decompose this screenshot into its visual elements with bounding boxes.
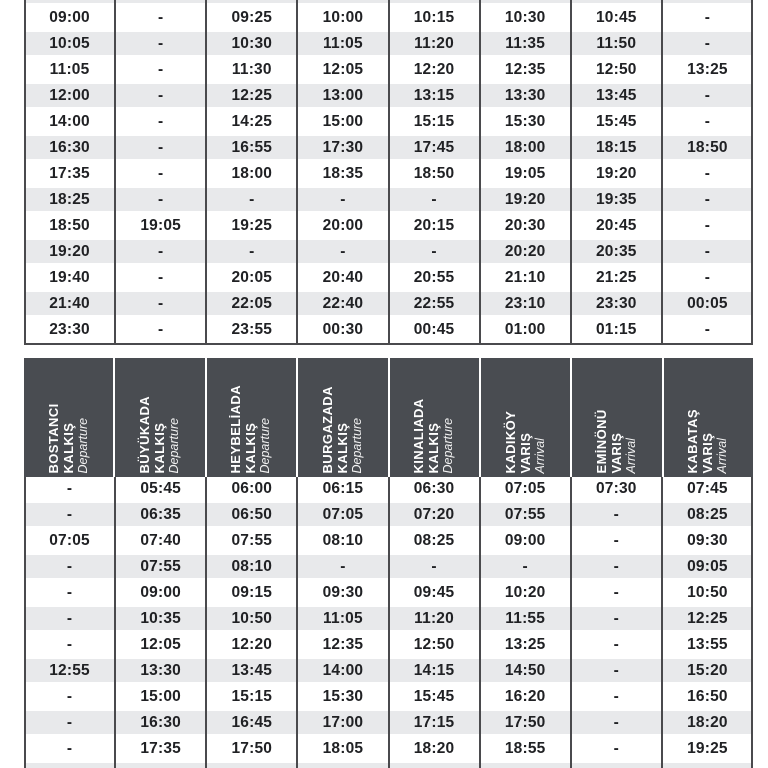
time-cell: 09:00 — [140, 584, 182, 601]
time-cell: 20:55 — [413, 269, 455, 286]
time-cell: 12:35 — [322, 636, 364, 653]
no-service-cell: - — [249, 243, 255, 260]
time-cell: 23:55 — [231, 321, 273, 338]
no-service-cell: - — [158, 165, 164, 182]
time-cell: 05:45 — [140, 480, 182, 497]
time-cell: 19:20 — [49, 243, 90, 260]
time-cell: 23:30 — [595, 295, 637, 312]
no-service-cell: - — [613, 532, 619, 549]
station-name: EMİNÖNÜ — [593, 408, 609, 473]
no-service-cell: - — [704, 165, 711, 182]
column-header — [664, 358, 753, 477]
time-cell: 07:55 — [231, 532, 273, 549]
time-cell: 12:00 — [49, 87, 90, 104]
time-cell: 12:35 — [504, 61, 546, 78]
time-cell: 20:15 — [413, 217, 455, 234]
direction-label-english: Departure — [349, 417, 364, 473]
time-cell: 12:05 — [140, 636, 182, 653]
no-service-cell: - — [340, 191, 346, 208]
column-header — [24, 358, 115, 477]
column-border — [479, 477, 481, 768]
time-cell: 16:30 — [140, 714, 182, 731]
time-cell: 07:45 — [687, 480, 728, 497]
upper-timetable — [24, 0, 753, 345]
time-cell: 14:50 — [504, 662, 546, 679]
column-border — [388, 0, 390, 345]
time-cell: 13:45 — [595, 87, 637, 104]
time-cell: 07:40 — [140, 532, 182, 549]
time-cell: 19:05 — [140, 217, 182, 234]
column-header — [390, 358, 481, 477]
time-cell: 18:00 — [231, 165, 273, 182]
no-service-cell: - — [158, 321, 164, 338]
time-cell: 11:20 — [414, 35, 454, 52]
time-cell: 12:25 — [687, 610, 728, 627]
time-cell: 12:50 — [595, 61, 637, 78]
direction-label-english: Departure — [441, 417, 456, 473]
time-cell: 16:50 — [687, 688, 728, 705]
time-cell: 20:35 — [595, 243, 637, 260]
column-header — [115, 358, 206, 477]
station-name: KADIKÖY — [502, 410, 518, 473]
time-cell: 09:30 — [687, 532, 728, 549]
time-cell: 15:15 — [231, 688, 273, 705]
column-border — [296, 477, 298, 768]
time-cell: 19:05 — [504, 165, 546, 182]
time-cell: 17:35 — [49, 165, 90, 182]
time-cell: 08:25 — [413, 532, 455, 549]
column-header — [572, 358, 663, 477]
no-service-cell: - — [613, 688, 619, 705]
time-cell: 10:05 — [49, 35, 90, 52]
time-cell: 07:05 — [504, 480, 546, 497]
time-cell: 22:05 — [231, 295, 273, 312]
no-service-cell: - — [66, 506, 73, 523]
time-cell: 00:05 — [687, 295, 728, 312]
direction-label-english: Departure — [75, 417, 90, 473]
time-cell: 13:30 — [140, 662, 182, 679]
time-cell: 12:20 — [231, 636, 273, 653]
no-service-cell: - — [613, 662, 619, 679]
time-cell: 09:05 — [687, 558, 728, 575]
time-cell: 15:45 — [413, 688, 455, 705]
time-cell: 00:30 — [322, 321, 364, 338]
direction-label-english: Arrival — [715, 437, 730, 473]
no-service-cell: - — [340, 558, 346, 575]
column-border — [24, 477, 26, 768]
no-service-cell: - — [158, 243, 164, 260]
time-cell: 08:25 — [687, 506, 728, 523]
time-cell: 11:30 — [231, 61, 272, 78]
time-cell: 10:50 — [231, 610, 273, 627]
time-cell: 21:25 — [595, 269, 637, 286]
time-cell: 21:10 — [504, 269, 546, 286]
time-cell: 09:25 — [231, 9, 273, 26]
time-cell: 20:05 — [231, 269, 273, 286]
time-cell: 17:30 — [322, 139, 364, 156]
column-border — [205, 0, 207, 345]
no-service-cell: - — [704, 269, 711, 286]
direction-label: VARIŞ — [699, 432, 715, 473]
no-service-cell: - — [158, 269, 164, 286]
time-cell: 10:35 — [140, 610, 182, 627]
time-cell: 18:20 — [687, 714, 728, 731]
time-cell: 09:00 — [49, 9, 90, 26]
time-cell: 22:55 — [413, 295, 455, 312]
time-cell: 10:50 — [687, 584, 728, 601]
time-cell: 23:10 — [504, 295, 546, 312]
no-service-cell: - — [158, 139, 164, 156]
time-cell: 20:20 — [504, 243, 546, 260]
time-cell: 12:05 — [322, 61, 364, 78]
time-cell: 11:35 — [505, 35, 546, 52]
time-cell: 19:25 — [687, 740, 728, 757]
time-cell: 19:40 — [49, 269, 90, 286]
time-cell: 09:30 — [322, 584, 364, 601]
no-service-cell: - — [158, 113, 164, 130]
time-cell: 01:00 — [504, 321, 546, 338]
column-border — [296, 0, 298, 345]
time-cell: 13:25 — [504, 636, 546, 653]
time-cell: 06:50 — [231, 506, 273, 523]
direction-label: KALKIŞ — [242, 422, 258, 473]
no-service-cell: - — [704, 217, 711, 234]
no-service-cell: - — [66, 610, 73, 627]
time-cell: 13:15 — [413, 87, 455, 104]
time-cell: 14:25 — [231, 113, 273, 130]
time-cell: 06:00 — [231, 480, 273, 497]
no-service-cell: - — [704, 35, 711, 52]
time-cell: 12:55 — [49, 662, 90, 679]
time-cell: 09:45 — [413, 584, 455, 601]
time-cell: 14:00 — [49, 113, 90, 130]
rotated-header-text — [686, 360, 730, 475]
no-service-cell: - — [66, 740, 73, 757]
station-name: HEYBELİADA — [228, 384, 244, 473]
time-cell: 07:30 — [595, 480, 637, 497]
column-header — [298, 358, 389, 477]
time-cell: 12:25 — [231, 87, 273, 104]
no-service-cell: - — [66, 480, 73, 497]
lower-timetable-header-row — [24, 358, 753, 477]
time-cell: 08:10 — [322, 532, 364, 549]
no-service-cell: - — [613, 610, 619, 627]
time-cell: 16:20 — [504, 688, 546, 705]
time-cell: 22:40 — [322, 295, 364, 312]
station-name: BOSTANCI — [45, 402, 61, 473]
time-cell: 17:00 — [322, 714, 364, 731]
time-cell: 15:30 — [322, 688, 364, 705]
time-cell: 09:00 — [504, 532, 546, 549]
time-cell: 10:20 — [504, 584, 546, 601]
column-border — [114, 0, 116, 345]
time-cell: 15:30 — [504, 113, 546, 130]
time-cell: 15:00 — [322, 113, 364, 130]
direction-label: VARIŞ — [608, 432, 624, 473]
no-service-cell: - — [431, 558, 437, 575]
no-service-cell: - — [704, 87, 711, 104]
no-service-cell: - — [704, 321, 711, 338]
column-border — [479, 0, 481, 345]
time-cell: 10:30 — [504, 9, 546, 26]
direction-label: VARIŞ — [517, 432, 533, 473]
no-service-cell: - — [158, 61, 164, 78]
time-cell: 18:50 — [687, 139, 728, 156]
station-name: KABATAŞ — [685, 408, 701, 473]
no-service-cell: - — [66, 714, 73, 731]
time-cell: 16:55 — [231, 139, 273, 156]
rotated-header-text — [47, 360, 91, 475]
no-service-cell: - — [613, 558, 619, 575]
time-cell: 18:00 — [504, 139, 546, 156]
time-cell: 20:30 — [504, 217, 546, 234]
no-service-cell: - — [431, 191, 437, 208]
time-cell: 17:15 — [413, 714, 455, 731]
time-cell: 07:05 — [322, 506, 364, 523]
station-name: KINALIADA — [411, 397, 427, 473]
time-cell: 11:20 — [414, 610, 454, 627]
time-cell: 12:50 — [413, 636, 455, 653]
time-cell: 14:15 — [413, 662, 455, 679]
time-cell: 01:15 — [595, 321, 637, 338]
no-service-cell: - — [158, 295, 164, 312]
time-cell: 18:20 — [413, 740, 455, 757]
time-cell: 10:15 — [413, 9, 455, 26]
time-cell: 18:05 — [322, 740, 364, 757]
direction-label: KALKIŞ — [334, 422, 350, 473]
column-border — [661, 0, 663, 345]
time-cell: 20:00 — [322, 217, 364, 234]
rotated-header-text — [138, 360, 182, 475]
time-cell: 11:05 — [49, 61, 90, 78]
direction-label-english: Departure — [258, 417, 273, 473]
no-service-cell: - — [704, 9, 711, 26]
time-cell: 09:15 — [231, 584, 273, 601]
time-cell: 17:50 — [231, 740, 273, 757]
time-cell: 06:30 — [413, 480, 455, 497]
no-service-cell: - — [613, 584, 619, 601]
time-cell: 15:15 — [413, 113, 455, 130]
station-name: BURGAZADA — [319, 385, 335, 473]
time-cell: 18:50 — [49, 217, 90, 234]
time-cell: 23:30 — [49, 321, 90, 338]
time-cell: 15:20 — [687, 662, 728, 679]
time-cell: 18:25 — [49, 191, 90, 208]
no-service-cell: - — [158, 9, 164, 26]
time-cell: 21:40 — [49, 295, 90, 312]
no-service-cell: - — [249, 191, 255, 208]
time-cell: 19:35 — [595, 191, 637, 208]
time-cell: 13:55 — [687, 636, 728, 653]
time-cell: 20:45 — [595, 217, 637, 234]
time-cell: 11:50 — [596, 35, 637, 52]
time-cell: 14:00 — [322, 662, 364, 679]
direction-label-english: Departure — [167, 417, 182, 473]
time-cell: 07:05 — [49, 532, 90, 549]
time-cell: 07:55 — [140, 558, 182, 575]
time-cell: 13:30 — [504, 87, 546, 104]
column-border — [388, 477, 390, 768]
no-service-cell: - — [66, 688, 73, 705]
time-cell: 19:25 — [231, 217, 273, 234]
direction-label-english: Arrival — [623, 437, 638, 473]
rotated-header-text — [504, 360, 548, 475]
no-service-cell: - — [66, 636, 73, 653]
no-service-cell: - — [66, 584, 73, 601]
time-cell: 11:55 — [505, 610, 546, 627]
rotated-header-text — [595, 360, 639, 475]
column-border — [570, 0, 572, 345]
column-border — [205, 477, 207, 768]
time-cell: 15:45 — [595, 113, 637, 130]
time-cell: 13:45 — [231, 662, 273, 679]
time-cell: 20:40 — [322, 269, 364, 286]
no-service-cell: - — [704, 191, 711, 208]
time-cell: 08:10 — [231, 558, 273, 575]
time-cell: 11:05 — [323, 35, 363, 52]
time-cell: 18:55 — [504, 740, 546, 757]
time-cell: 06:35 — [140, 506, 182, 523]
no-service-cell: - — [158, 191, 164, 208]
time-cell: 06:15 — [322, 480, 364, 497]
time-cell: 13:00 — [322, 87, 364, 104]
column-header — [207, 358, 298, 477]
direction-label: KALKIŞ — [60, 422, 76, 473]
time-cell: 12:20 — [413, 61, 455, 78]
no-service-cell: - — [431, 243, 437, 260]
time-cell: 17:35 — [140, 740, 182, 757]
no-service-cell: - — [158, 35, 164, 52]
column-border — [24, 0, 26, 345]
column-border — [751, 0, 753, 345]
rotated-header-text — [321, 360, 365, 475]
column-border — [751, 477, 753, 768]
time-cell: 16:45 — [231, 714, 273, 731]
no-service-cell: - — [158, 87, 164, 104]
direction-label: KALKIŞ — [151, 422, 167, 473]
no-service-cell: - — [613, 506, 619, 523]
time-cell: 16:30 — [49, 139, 90, 156]
time-cell: 10:30 — [231, 35, 273, 52]
no-service-cell: - — [613, 714, 619, 731]
time-cell: 10:00 — [322, 9, 364, 26]
time-cell: 18:35 — [322, 165, 364, 182]
lower-timetable — [24, 358, 753, 768]
time-cell: 10:45 — [595, 9, 637, 26]
no-service-cell: - — [522, 558, 528, 575]
time-cell: 19:20 — [504, 191, 546, 208]
time-cell: 15:00 — [140, 688, 182, 705]
rotated-header-text — [412, 360, 456, 475]
column-border — [570, 477, 572, 768]
column-header — [481, 358, 572, 477]
no-service-cell: - — [613, 636, 619, 653]
time-cell: 11:05 — [323, 610, 363, 627]
rotated-header-text — [229, 360, 273, 475]
time-cell: 17:50 — [504, 714, 546, 731]
no-service-cell: - — [704, 113, 711, 130]
time-cell: 07:20 — [413, 506, 455, 523]
time-cell: 07:55 — [504, 506, 546, 523]
time-cell: 19:20 — [595, 165, 637, 182]
no-service-cell: - — [66, 558, 73, 575]
column-border — [661, 477, 663, 768]
station-name: BÜYÜKADA — [137, 395, 153, 473]
time-cell: 13:25 — [687, 61, 728, 78]
column-border — [114, 477, 116, 768]
no-service-cell: - — [340, 243, 346, 260]
time-cell: 18:50 — [413, 165, 455, 182]
no-service-cell: - — [704, 243, 711, 260]
time-cell: 18:15 — [595, 139, 637, 156]
time-cell: 00:45 — [413, 321, 455, 338]
time-cell: 17:45 — [413, 139, 455, 156]
no-service-cell: - — [613, 740, 619, 757]
direction-label-english: Arrival — [532, 437, 547, 473]
direction-label: KALKIŞ — [425, 422, 441, 473]
